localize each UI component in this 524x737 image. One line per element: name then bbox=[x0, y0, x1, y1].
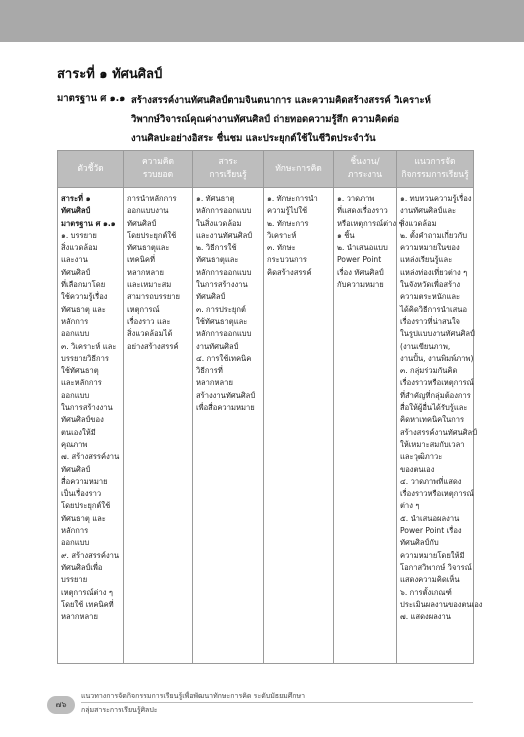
cell-line: ๑. ทัศนธาตุ bbox=[196, 194, 235, 203]
cell-line: ได้คิดวิธีการนำเสนอ bbox=[400, 304, 468, 314]
column-header-line: รวบยอด bbox=[142, 170, 174, 180]
cell-line: ๑. ทบทวนความรู้เรื่อง bbox=[400, 194, 472, 203]
cell-line: ความหมายในของ bbox=[400, 243, 460, 253]
cell-line: หลากหลาย bbox=[61, 612, 98, 622]
cell-line: และงานทัศนศิลป์ bbox=[196, 230, 253, 240]
cell-line: ในรูปแบบงานทัศนศิลป์ bbox=[400, 329, 475, 339]
cell-line: ที่แสดงเรื่องราว bbox=[337, 206, 388, 216]
cell-line: ๗. แสดงผลงาน bbox=[400, 612, 451, 622]
table-cell bbox=[397, 188, 483, 664]
cell-line: หรือเหตุการณ์ต่าง ๆ bbox=[337, 218, 403, 228]
cell-line: มาตรฐาน ศ ๑.๑ bbox=[61, 218, 116, 228]
cell-line: หลักการออกแบบ bbox=[196, 329, 252, 339]
cell-line: เหตุการณ์ bbox=[127, 304, 160, 314]
cell-line: ต่าง ๆ bbox=[400, 501, 420, 511]
cell-line: แหล่งเรียนรู้และ bbox=[400, 255, 453, 265]
cell-line: Power Point bbox=[337, 255, 382, 265]
cell-line: สื่อให้ผู้อื่นได้รับรู้และ bbox=[400, 403, 468, 413]
cell-line: เหตุการณ์ต่าง ๆ bbox=[61, 587, 113, 597]
cell-line: ๒. ตั้งคำถามเกี่ยวกับ bbox=[400, 230, 468, 240]
cell-line: ๓. ทักษะ bbox=[267, 243, 296, 253]
cell-line: สิ่งแวดล้อมได้ bbox=[127, 329, 173, 339]
cell-line: ให้เหมาะสมกับเวลา bbox=[400, 439, 465, 449]
column-header-line: กิจกรรมการเรียนรู้ bbox=[401, 170, 469, 180]
cell-line: คิดหาเทคนิคในการ bbox=[400, 415, 465, 425]
footer-book-title: แนวทางการจัดกิจกรรมการเรียนรู้เพื่อพัฒนาทักษะการคิด ระดับมัธยมศึกษา bbox=[81, 692, 306, 700]
cell-line: เรื่อง ทัศนศิลป์ bbox=[337, 267, 384, 277]
cell-line: อย่างสร้างสรรค์ bbox=[127, 341, 179, 351]
top-gray-band bbox=[0, 0, 524, 42]
cell-line: หลากหลาย bbox=[196, 378, 233, 388]
cell-line: วิเคราะห์ bbox=[267, 230, 297, 240]
column-header bbox=[58, 151, 124, 188]
cell-line: ๔. การใช้เทคนิค bbox=[196, 353, 252, 363]
cell-line: สร้างสรรค์งานทัศนศิลป์ bbox=[400, 427, 478, 437]
cell-line: ทัศนธาตุและ bbox=[127, 243, 170, 253]
cell-line: ทัศนศิลป์ bbox=[61, 464, 91, 474]
cell-line: ความหมายโดยให้มี bbox=[400, 550, 465, 560]
cell-line: สาระที่ ๑ bbox=[61, 194, 91, 203]
cell-line: โดยประยุกต์ใช้ bbox=[61, 501, 111, 511]
column-header-line: ชิ้นงาน/ bbox=[350, 157, 380, 167]
cell-line: สร้างงานทัศนศิลป์ bbox=[196, 390, 256, 400]
cell-line: ๑. วาดภาพ bbox=[337, 194, 375, 203]
cell-line: โดยประยุกต์ใช้ bbox=[127, 230, 177, 240]
cell-line: ทัศนศิลป์กับ bbox=[400, 538, 439, 548]
column-header bbox=[334, 151, 397, 188]
column-header-line: แนวการจัด bbox=[414, 157, 456, 167]
cell-line: ทัศนศิลป์เพื่อ bbox=[61, 562, 103, 572]
cell-line: ออกแบบ bbox=[61, 329, 90, 339]
column-header-line: ตัวชี้วัด bbox=[77, 163, 104, 174]
footer-divider bbox=[81, 702, 473, 703]
cell-line: ความรู้ไปใช้ bbox=[267, 206, 308, 216]
cell-line: งานทัศนศิลป์และ bbox=[400, 206, 457, 216]
cell-line: หลากหลาย bbox=[127, 267, 164, 277]
cell-line: สามารถบรรยาย bbox=[127, 292, 180, 302]
cell-line: แหล่งท่องเที่ยวต่าง ๆ bbox=[400, 267, 468, 277]
cell-line: ในจังหวัดเพื่อสร้าง bbox=[400, 280, 461, 290]
cell-line: ๑ ชิ้น bbox=[337, 230, 355, 240]
cell-line: ๓. การประยุกต์ bbox=[196, 304, 246, 314]
table-cell bbox=[58, 188, 124, 664]
cell-line: ทัศนธาตุและ bbox=[196, 255, 239, 265]
cell-line: ทัศนศิลป์ bbox=[127, 218, 157, 228]
cell-line: ออกแบบ bbox=[61, 390, 90, 400]
cell-line: ในการสร้างงาน bbox=[196, 280, 248, 290]
cell-line: ๓. กลุ่มร่วมกันคิด bbox=[400, 366, 458, 376]
cell-line: ๓. วิเคราะห์ และ bbox=[61, 341, 117, 351]
cell-line: บรรยาย bbox=[61, 575, 88, 585]
cell-line: ของตนเอง bbox=[400, 464, 435, 474]
cell-line: คิดสร้างสรรค์ bbox=[267, 267, 312, 277]
cell-line: หลักการออกแบบ bbox=[196, 206, 252, 216]
cell-line: และเหมาะสม bbox=[127, 280, 172, 290]
cell-line: Power Point เรื่อง bbox=[400, 526, 462, 536]
cell-line: วิธีการที่ bbox=[196, 366, 223, 376]
cell-line: (งานเขียนภาพ, bbox=[400, 341, 451, 351]
cell-line: ๒. ทักษะการ bbox=[267, 218, 309, 228]
column-header bbox=[124, 151, 193, 188]
cell-line: ทัศนศิลป์ bbox=[61, 267, 91, 277]
cell-line: เทคนิคที่ bbox=[127, 255, 155, 265]
standard-description bbox=[131, 91, 476, 148]
cell-line: สื่อความหมาย bbox=[61, 476, 108, 486]
cell-line: โดยใช้ เทคนิคที่ bbox=[61, 599, 114, 609]
cell-line: ใช้ความรู้เรื่อง bbox=[61, 292, 108, 302]
cell-line: และวุฒิภาวะ bbox=[400, 452, 443, 462]
cell-line: เรื่องราวหรือเหตุการณ์ bbox=[400, 378, 474, 388]
table-row bbox=[58, 188, 474, 664]
cell-line: บรรยายวิธีการ bbox=[61, 353, 109, 363]
footer-subject-group: กลุ่มสาระการเรียนรู้ศิลปะ bbox=[81, 706, 158, 714]
cell-line: ๒. นำเสนอแบบ bbox=[337, 243, 388, 253]
cell-line: ๔. วาดภาพที่แสดง bbox=[400, 476, 462, 486]
cell-line: งานปั้น, งานพิมพ์ภาพ) bbox=[400, 353, 474, 363]
cell-line: คุณภาพ bbox=[61, 439, 88, 449]
table-cell bbox=[334, 188, 403, 664]
cell-line: ที่เลือกมาโดย bbox=[61, 280, 106, 290]
cell-line: ๕. นำเสนอผลงาน bbox=[400, 513, 460, 523]
cell-line: งานทัศนศิลป์ bbox=[196, 341, 239, 351]
cell-line: การนำหลักการ bbox=[127, 194, 177, 203]
column-header-line: ทักษะการคิด bbox=[275, 163, 322, 174]
column-header-line: การเรียนรู้ bbox=[209, 170, 247, 180]
cell-line: สิ่งแวดล้อม bbox=[400, 218, 437, 228]
page-title: สาระที่ ๑ ทัศนศิลป์ bbox=[57, 67, 163, 82]
standard-line: วิพากษ์วิจารณ์คุณค่างานทัศนศิลป์ ถ่ายทอดความรู้สึก ความคิดต่อ bbox=[131, 114, 400, 125]
column-header-line: ภาระงาน bbox=[347, 170, 383, 180]
curriculum-table bbox=[57, 150, 483, 664]
cell-line: แสดงความคิดเห็น bbox=[400, 575, 460, 585]
table-cell bbox=[193, 188, 264, 664]
cell-line: ใช้ทัศนธาตุ bbox=[61, 366, 99, 376]
column-header-line: สาระ bbox=[218, 157, 238, 167]
cell-line: สิ่งแวดล้อม bbox=[61, 243, 98, 253]
cell-line: เป็นเรื่องราว bbox=[61, 489, 102, 499]
cell-line: และหลักการ bbox=[61, 378, 102, 388]
table-cell bbox=[264, 188, 334, 664]
cell-line: หลักการ bbox=[61, 526, 89, 536]
cell-line: ตนเองให้มี bbox=[61, 427, 96, 437]
cell-line: ออกแบบงาน bbox=[127, 206, 169, 216]
cell-line: หลักการ bbox=[61, 316, 89, 326]
cell-line: เรื่องราวที่น่าสนใจ bbox=[400, 316, 460, 326]
cell-line: ออกแบบ bbox=[61, 538, 90, 548]
table-header-row bbox=[58, 151, 474, 188]
cell-line: เพื่อสื่อความหมาย bbox=[196, 403, 255, 413]
column-header-line: ความคิด bbox=[141, 157, 175, 167]
cell-line: กระบวนการ bbox=[267, 255, 307, 265]
standard-line: งานศิลปะอย่างอิสระ ชื่นชม และประยุกต์ใช้ในชีวิตประจำวัน bbox=[131, 133, 376, 144]
cell-line: ความตระหนักและ bbox=[400, 292, 461, 302]
cell-line: ๙. สร้างสรรค์งาน bbox=[61, 550, 120, 560]
table-cell bbox=[124, 188, 193, 664]
cell-line: ในการสร้างงาน bbox=[61, 403, 113, 413]
cell-line: เรื่องราวหรือเหตุการณ์ bbox=[400, 489, 474, 499]
column-header bbox=[193, 151, 264, 188]
cell-line: ทัศนธาตุ และ bbox=[61, 304, 106, 314]
cell-line: ๖. การตั้งเกณฑ์ bbox=[400, 587, 452, 597]
cell-line: ๗. สร้างสรรค์งาน bbox=[61, 452, 120, 462]
cell-line: หลักการออกแบบ bbox=[196, 267, 252, 277]
standard-label: มาตรฐาน ศ ๑.๑ bbox=[57, 93, 126, 104]
cell-line: ๑. บรรยาย bbox=[61, 230, 97, 240]
cell-line: ประเมินผลงานของตนเอง bbox=[400, 599, 483, 609]
cell-line: ทัศนศิลป์ bbox=[196, 292, 226, 302]
cell-line: เรื่องราว และ bbox=[127, 316, 171, 326]
page-number: ๗๖ bbox=[47, 696, 75, 714]
cell-line: ที่สำคัญที่กลุ่มต้องการ bbox=[400, 390, 471, 400]
standard-line: สร้างสรรค์งานทัศนศิลป์ตามจินตนาการ และความคิดสร้างสรรค์ วิเคราะห์ bbox=[131, 95, 431, 106]
column-header bbox=[264, 151, 334, 188]
cell-line: ใช้ทัศนธาตุและ bbox=[196, 316, 248, 326]
column-header bbox=[397, 151, 474, 188]
cell-line: ทัศนศิลป์ bbox=[61, 206, 91, 216]
cell-line: ๒. วิธีการใช้ bbox=[196, 243, 237, 253]
cell-line: และงาน bbox=[61, 255, 88, 265]
cell-line: ทัศนธาตุ และ bbox=[61, 513, 106, 523]
cell-line: ทัศนศิลป์ของ bbox=[61, 415, 104, 425]
cell-line: กับความหมาย bbox=[337, 280, 384, 290]
cell-line: ในสิ่งแวดล้อม bbox=[196, 218, 242, 228]
cell-line: โอกาสวิพากษ์ วิจารณ์ bbox=[400, 562, 472, 572]
cell-line: ๑. ทักษะการนำ bbox=[267, 194, 318, 203]
